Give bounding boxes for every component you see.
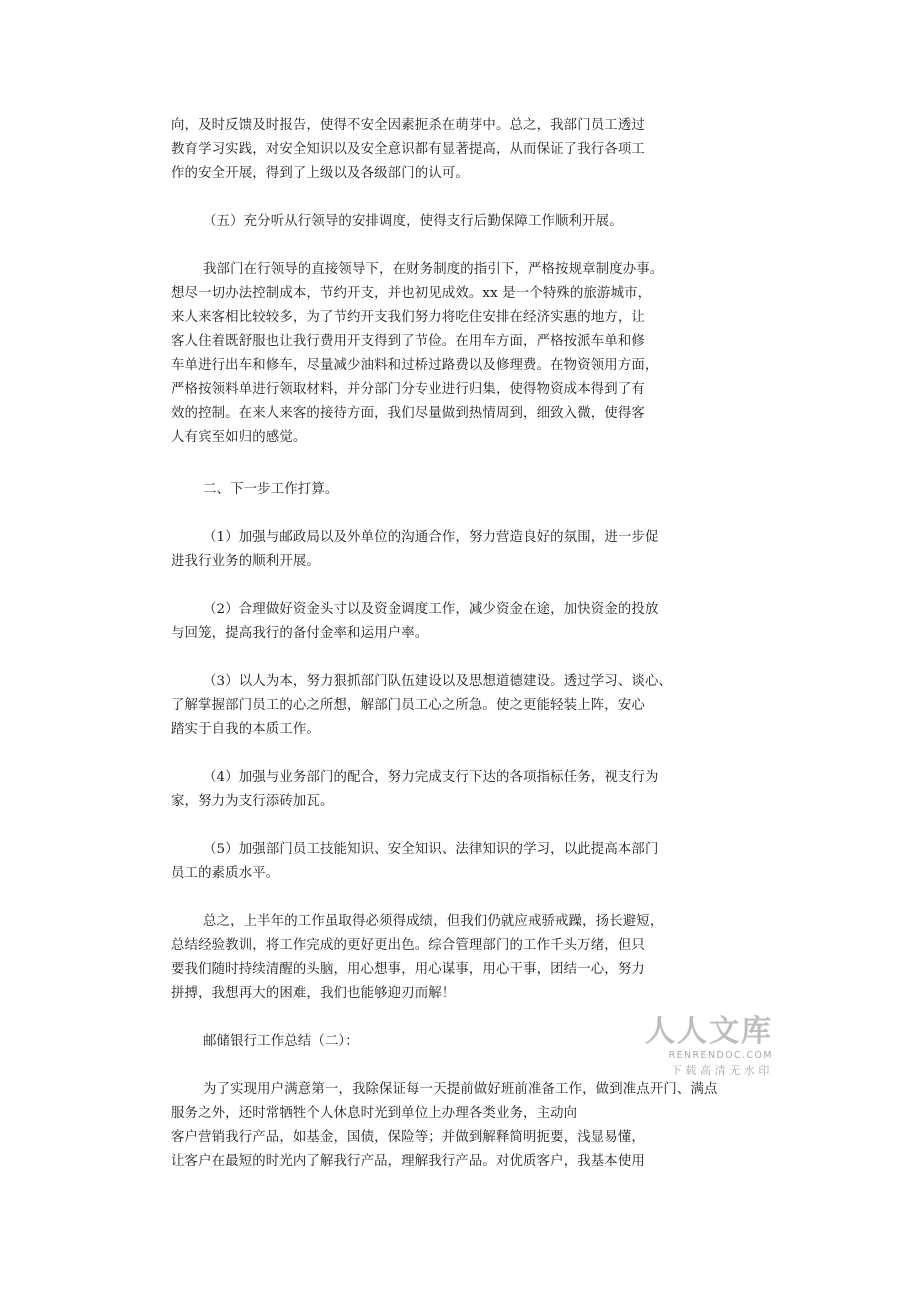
paragraph-line: 客户营销我行产品，如基金，国债，保险等；并做到解释简明扼要，浅显易懂，: [171, 1130, 645, 1145]
list-item-line: （4）加强与业务部门的配合，努力完成支行下达的各项指标任务，视支行为: [203, 770, 659, 785]
watermark: [645, 1015, 773, 1079]
list-item-line: （2）合理做好资金头寸以及资金调度工作，减少资金在途，加快资金的投放: [203, 602, 659, 617]
paragraph-line: 要我们随时持续清醒的头脑，用心想事，用心谋事，用心干事，团结一心，努力: [171, 962, 645, 977]
paragraph-line: 向，及时反馈及时报告，使得不安全因素扼杀在萌芽中。总之，我部门员工透过: [171, 118, 645, 133]
list-item-line: 家，努力为支行添砖加瓦。: [171, 794, 334, 809]
watermark-tagline: 下载高清无水印: [670, 1064, 773, 1077]
list-item-line: （3）以人为本，努力狠抓部门队伍建设以及思想道德建设。透过学习、谈心、: [203, 674, 673, 689]
paragraph-line: 客人住着既舒服也让我行费用开支得到了节俭。在用车方面，严格按派车单和修: [171, 334, 645, 349]
watermark-title: 人人文库: [645, 1014, 773, 1049]
list-item-line: （5）加强部门员工技能知识、安全知识、法律知识的学习，以此提高本部门: [203, 842, 659, 857]
paragraph-line: 想尽一切办法控制成本，节约开支，并也初见成效。xx 是一个特殊的旅游城市，: [171, 286, 652, 301]
watermark-url: RENRENDOC.COM: [668, 1050, 773, 1061]
paragraph-line: 教育学习实践，对安全知识以及安全意识都有显著提高，从而保证了我行各项工: [171, 142, 645, 157]
paragraph-line: 服务之外，还时常牺牲个人休息时光到单位上办理各类业务，主动向: [171, 1106, 578, 1121]
paragraph-line: 严格按领料单进行领取材料，并分部门分专业进行归集，使得物资成本得到了有: [171, 382, 645, 397]
paragraph-line: 作的安全开展，得到了上级以及各级部门的认可。: [171, 166, 469, 181]
section-heading: 二、下一步工作打算。: [203, 482, 339, 497]
list-item-line: （1）加强与邮政局以及外单位的沟通合作，努力营造良好的氛围，进一步促: [203, 530, 659, 545]
paragraph-line: 拼搏，我想再大的困难，我们也能够迎刃而解！: [171, 986, 456, 1001]
paragraph-line: 车单进行出车和修车，尽量减少油料和过桥过路费以及修理费。在物资领用方面，: [171, 358, 659, 373]
list-item-line: 了解掌握部门员工的心之所想，解部门员工心之所急。使之更能轻装上阵，安心: [171, 698, 645, 713]
paragraph-line: 让客户在最短的时光内了解我行产品，理解我行产品。对优质客户，我基本使用: [171, 1154, 645, 1169]
paragraph-line: 效的控制。在来人来客的接待方面，我们尽量做到热情周到，细致入微，使得客: [171, 406, 645, 421]
list-item-line: 踏实于自我的本质工作。: [171, 722, 320, 737]
list-item-line: 与回笼，提高我行的备付金率和运用户率。: [171, 626, 429, 641]
section-heading: （五）充分听从行领导的安排调度，使得支行后勤保障工作顺利开展。: [203, 214, 623, 229]
paragraph-line: 人有宾至如归的感觉。: [171, 430, 307, 445]
paragraph-line: 总之，上半年的工作虽取得必须得成绩，但我们仍就应戒骄戒躁，扬长避短，: [203, 914, 664, 929]
list-item-line: 员工的素质水平。: [171, 866, 280, 881]
paragraph-line: 总结经验教训，将工作完成的更好更出色。综合管理部门的工作千头万绪，但只: [171, 938, 645, 953]
list-item-line: 进我行业务的顺利开展。: [171, 554, 320, 569]
paragraph-line: 为了实现用户满意第一，我除保证每一天提前做好班前准备工作，做到准点开门、满点: [203, 1082, 718, 1097]
paragraph-line: 来人来客相比较较多，为了节约开支我们努力将吃住安排在经济实惠的地方，让: [171, 310, 645, 325]
section-heading: 邮储银行工作总结（二）：: [203, 1034, 359, 1049]
paragraph-line: 我部门在行领导的直接领导下，在财务制度的指引下，严格按规章制度办事。: [203, 262, 664, 277]
